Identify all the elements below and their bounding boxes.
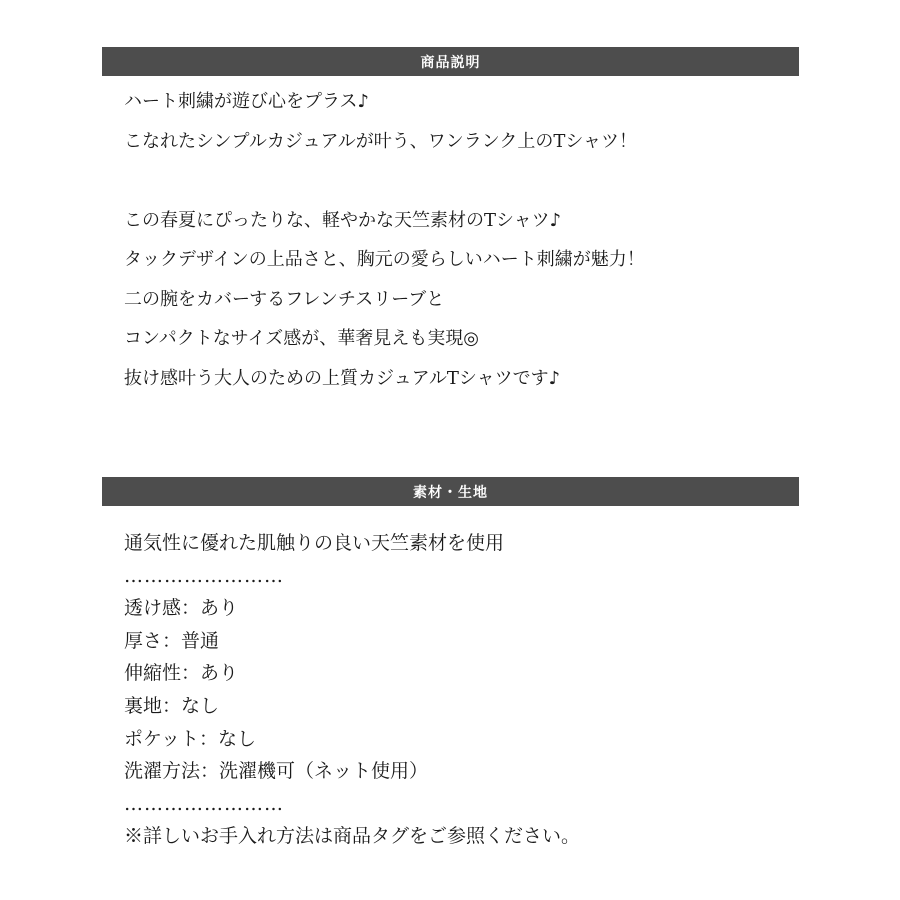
material-line: 洗濯方法：洗濯機可（ネット使用） [124, 760, 429, 783]
description-line: 二の腕をカバーするフレンチスリーブと [124, 288, 445, 310]
description-line: タックデザインの上品さと、胸元の愛らしいハート刺繍が魅力！ [124, 249, 645, 270]
description-spacer [124, 168, 794, 208]
material-line: 通気性に優れた肌触りの良い天竺素材を使用 [124, 532, 505, 554]
description-line: コンパクトなサイズ感が、華奢見えも実現◎ [124, 328, 480, 349]
dotted-divider: …………………… [124, 792, 284, 815]
material-body [124, 527, 794, 853]
description-line: こなれたシンプルカジュアルが叶う、ワンランク上のTシャツ！ [124, 130, 638, 152]
material-line: 厚さ：普通 [124, 629, 220, 652]
description-line: ハート刺繍が遊び心をプラス♪ [124, 91, 369, 112]
description-line: この春夏にぴったりな、軽やかな天竺素材のTシャツ♪ [124, 209, 562, 231]
description-section-header [102, 47, 799, 76]
material-line: 裏地：なし [124, 694, 220, 717]
material-section-header [102, 477, 799, 506]
material-line: 透け感：あり [124, 597, 239, 620]
material-line: ポケット：なし [124, 727, 257, 750]
material-heading: 素材・生地 [413, 484, 488, 501]
care-note: ※詳しいお手入れ方法は商品タグをご参照ください。 [124, 825, 581, 848]
dotted-divider: …………………… [124, 564, 284, 587]
description-body [124, 89, 794, 405]
description-heading: 商品説明 [420, 54, 481, 71]
description-line: 抜け感叶う大人のための上質カジュアルTシャツです♪ [124, 367, 561, 389]
material-line: 伸縮性：あり [124, 662, 239, 685]
